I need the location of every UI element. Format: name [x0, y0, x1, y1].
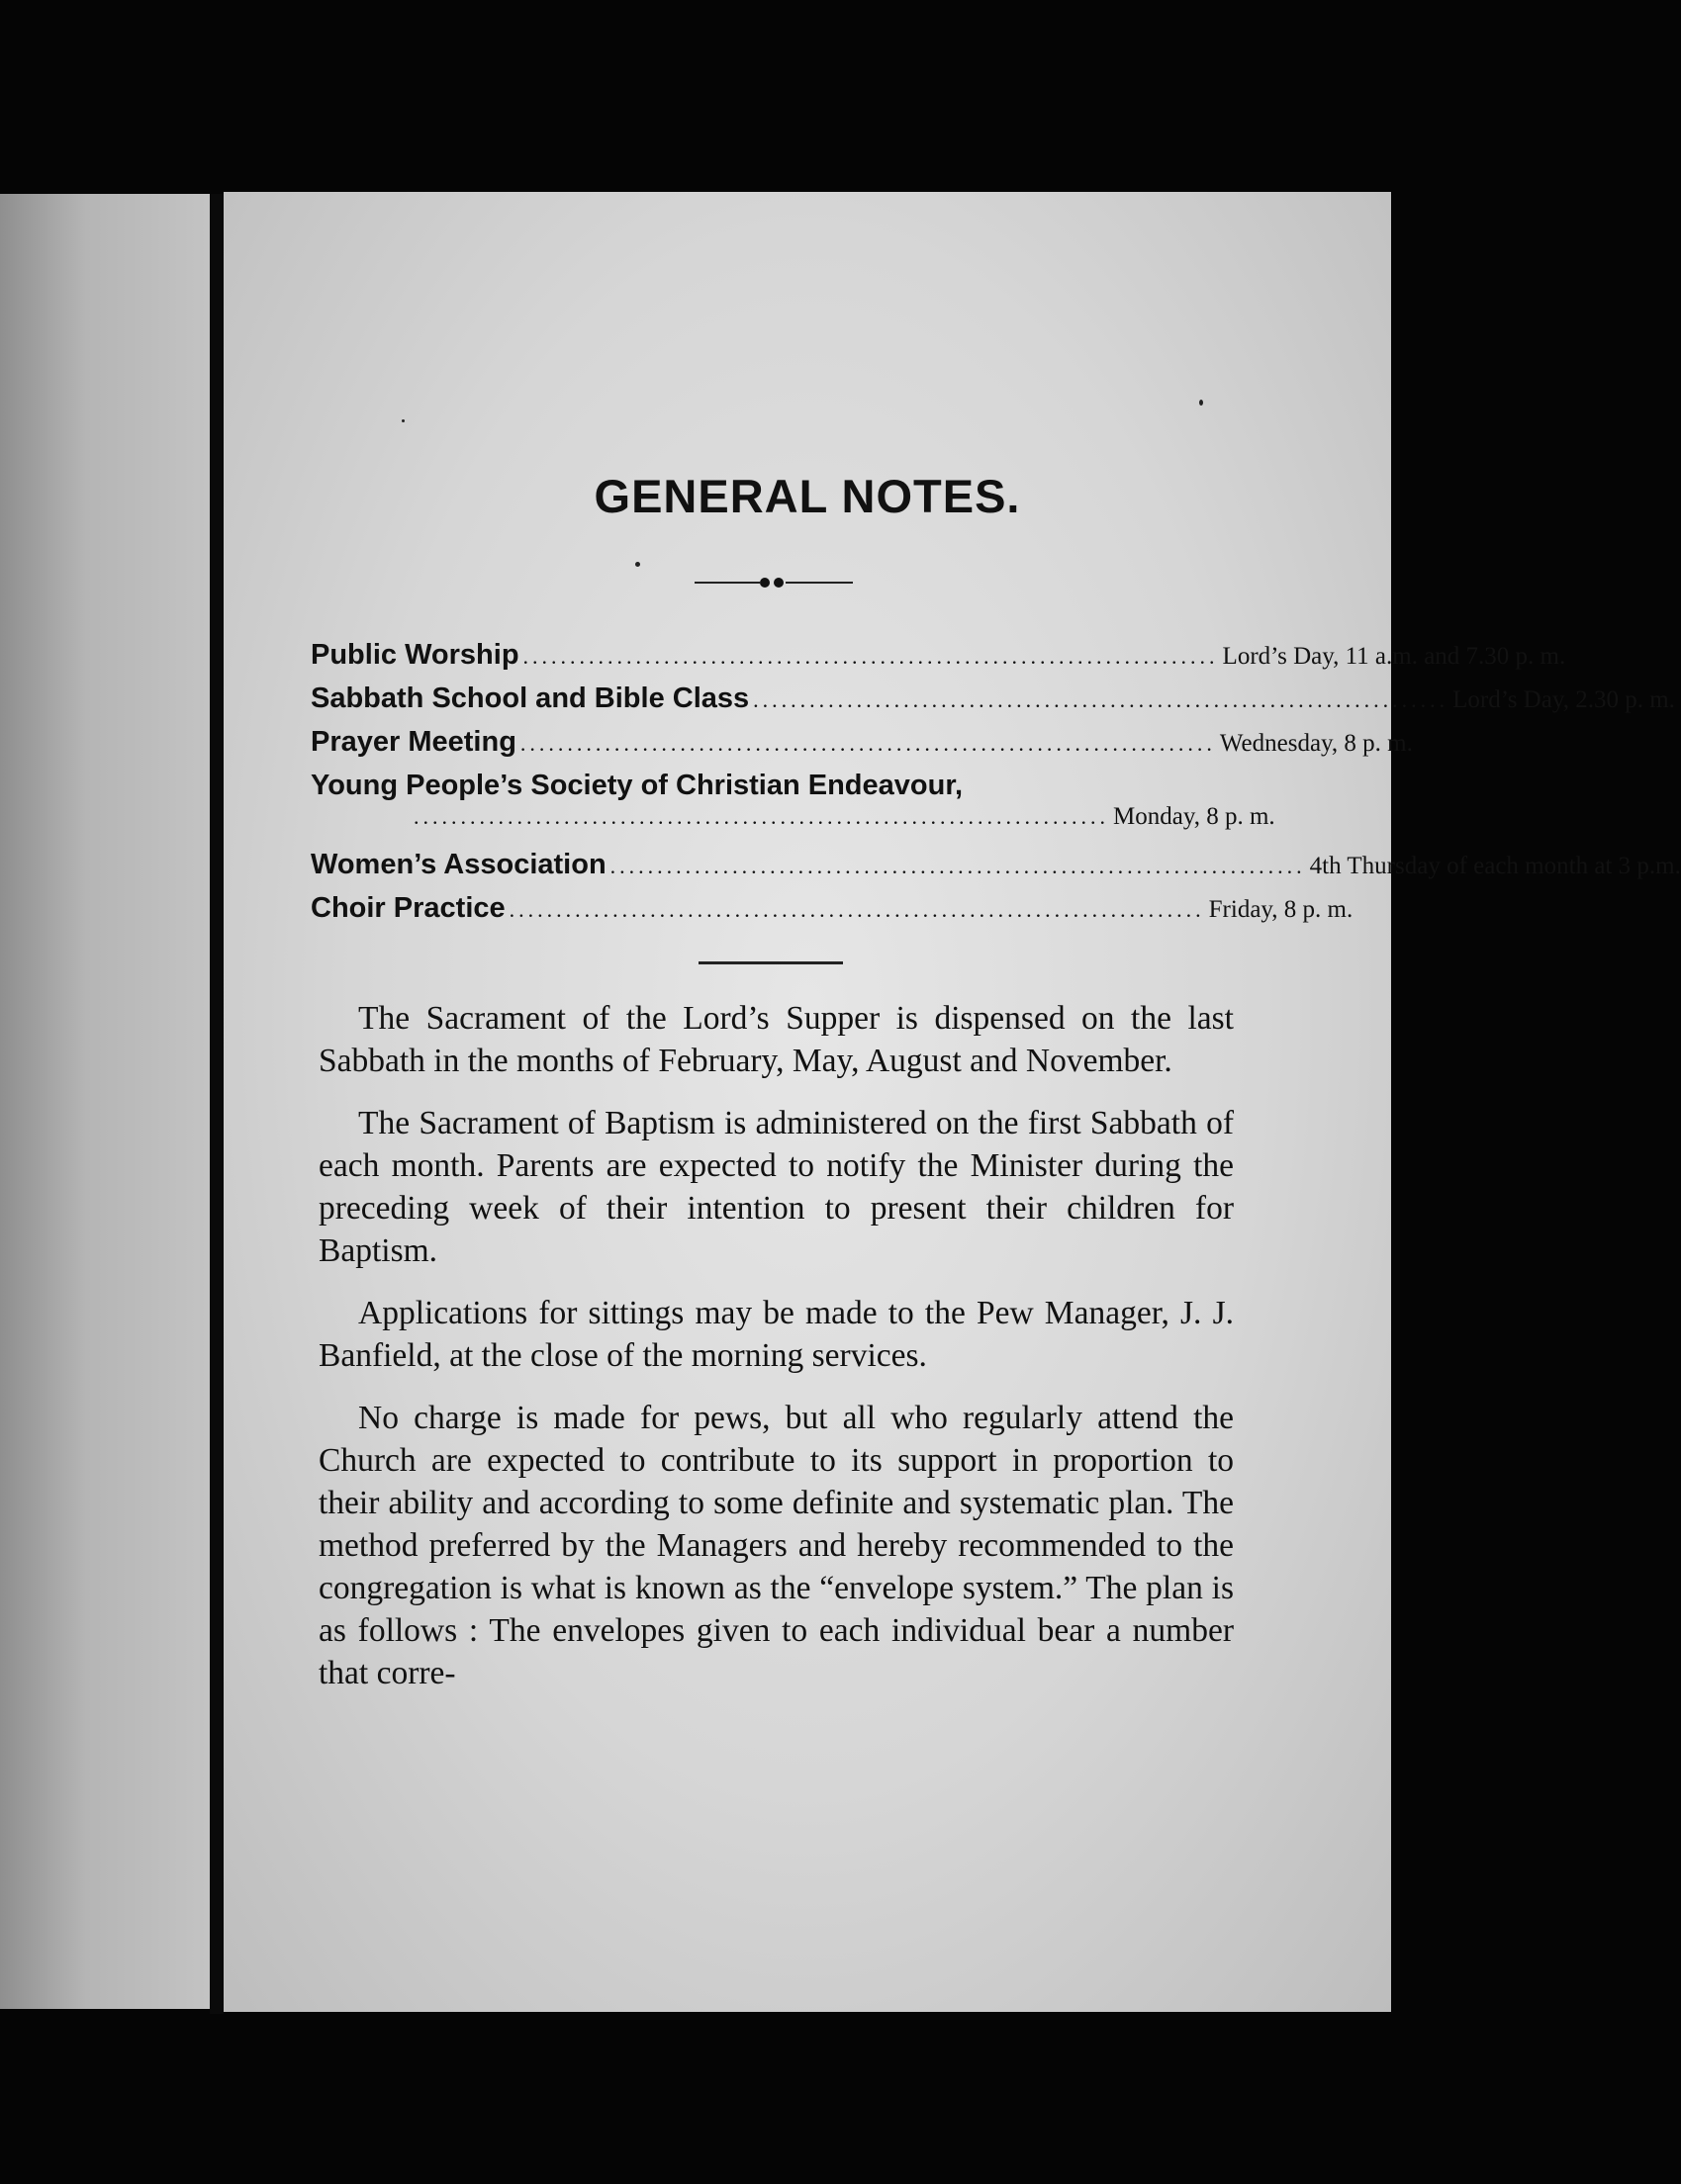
dot-leader: ..........................................................................: [609, 854, 1306, 878]
left-page-edge: [0, 194, 216, 2009]
dot-leader: ..........................................................................: [509, 897, 1205, 922]
schedule-time: Wednesday, 8 p. m.: [1219, 730, 1413, 757]
schedule-row: [311, 849, 1681, 892]
schedule-time: Monday, 8 p. m.: [1113, 803, 1275, 830]
right-page: [224, 192, 1681, 2012]
ink-speck: [635, 562, 640, 567]
dot-leader: ..........................................................................: [753, 687, 1449, 712]
dot-leader: ..........................................................................: [522, 644, 1219, 669]
ink-speck: [1199, 400, 1203, 406]
schedule-row: [311, 639, 1566, 682]
paragraph-envelope-system: No charge is made for pews, but all who regularly attend the Church are expected to contribute to its support in proportion to their ability and according to some definite and systematic plan. The method preferred by the Managers and hereby recommended to the congregation is what is known as the “envelope system.” The plan is as follows : The envelopes given to each individual bear a number that corre-: [319, 1400, 1234, 1691]
schedule-time: 4th Thursday of each month at 3 p.m.: [1309, 853, 1681, 879]
schedule-time: Friday, 8 p. m.: [1208, 896, 1354, 923]
page-title: GENERAL NOTES.: [594, 470, 1021, 522]
schedule-label: Public Worship: [311, 639, 519, 671]
schedule-row: [311, 682, 1675, 726]
schedule-label: Young People’s Society of Christian Endeavour,: [311, 770, 964, 801]
book-gutter: [210, 194, 224, 2014]
paragraph-baptism: The Sacrament of Baptism is administered on the first Sabbath of each month. Parents are expected to notify the Minister during the preceding week of their intention to present their children for Baptism.: [319, 1105, 1234, 1269]
section-divider: [699, 961, 843, 964]
ink-speck: [402, 419, 405, 422]
schedule-row: [311, 892, 1354, 936]
notes-body: [319, 997, 1234, 1714]
schedule-row: [311, 726, 1413, 770]
schedule-label: Choir Practice: [311, 892, 506, 924]
schedule-label: Sabbath School and Bible Class: [311, 682, 750, 714]
dot-leader: ..........................................................................: [414, 804, 1109, 829]
paragraph-sittings: Applications for sittings may be made to the Pew Manager, J. J. Banfield, at the close of the morning services.: [319, 1295, 1234, 1374]
schedule-label: Women’s Association: [311, 849, 607, 880]
service-schedule: [311, 639, 1681, 936]
dot-leader: ..........................................................................: [519, 731, 1216, 756]
schedule-label: Prayer Meeting: [311, 726, 516, 758]
paragraph-lords-supper: The Sacrament of the Lord’s Supper is dispensed on the last Sabbath in the months of February, May, August and November.: [319, 1000, 1234, 1079]
schedule-row-continuation: [311, 803, 1275, 849]
schedule-time: Lord’s Day, 11 a.m. and 7.30 p. m.: [1222, 643, 1566, 670]
schedule-time: Lord’s Day, 2.30 p. m.: [1452, 686, 1675, 713]
schedule-row: [311, 770, 1231, 803]
title-ornament: [695, 576, 853, 590]
